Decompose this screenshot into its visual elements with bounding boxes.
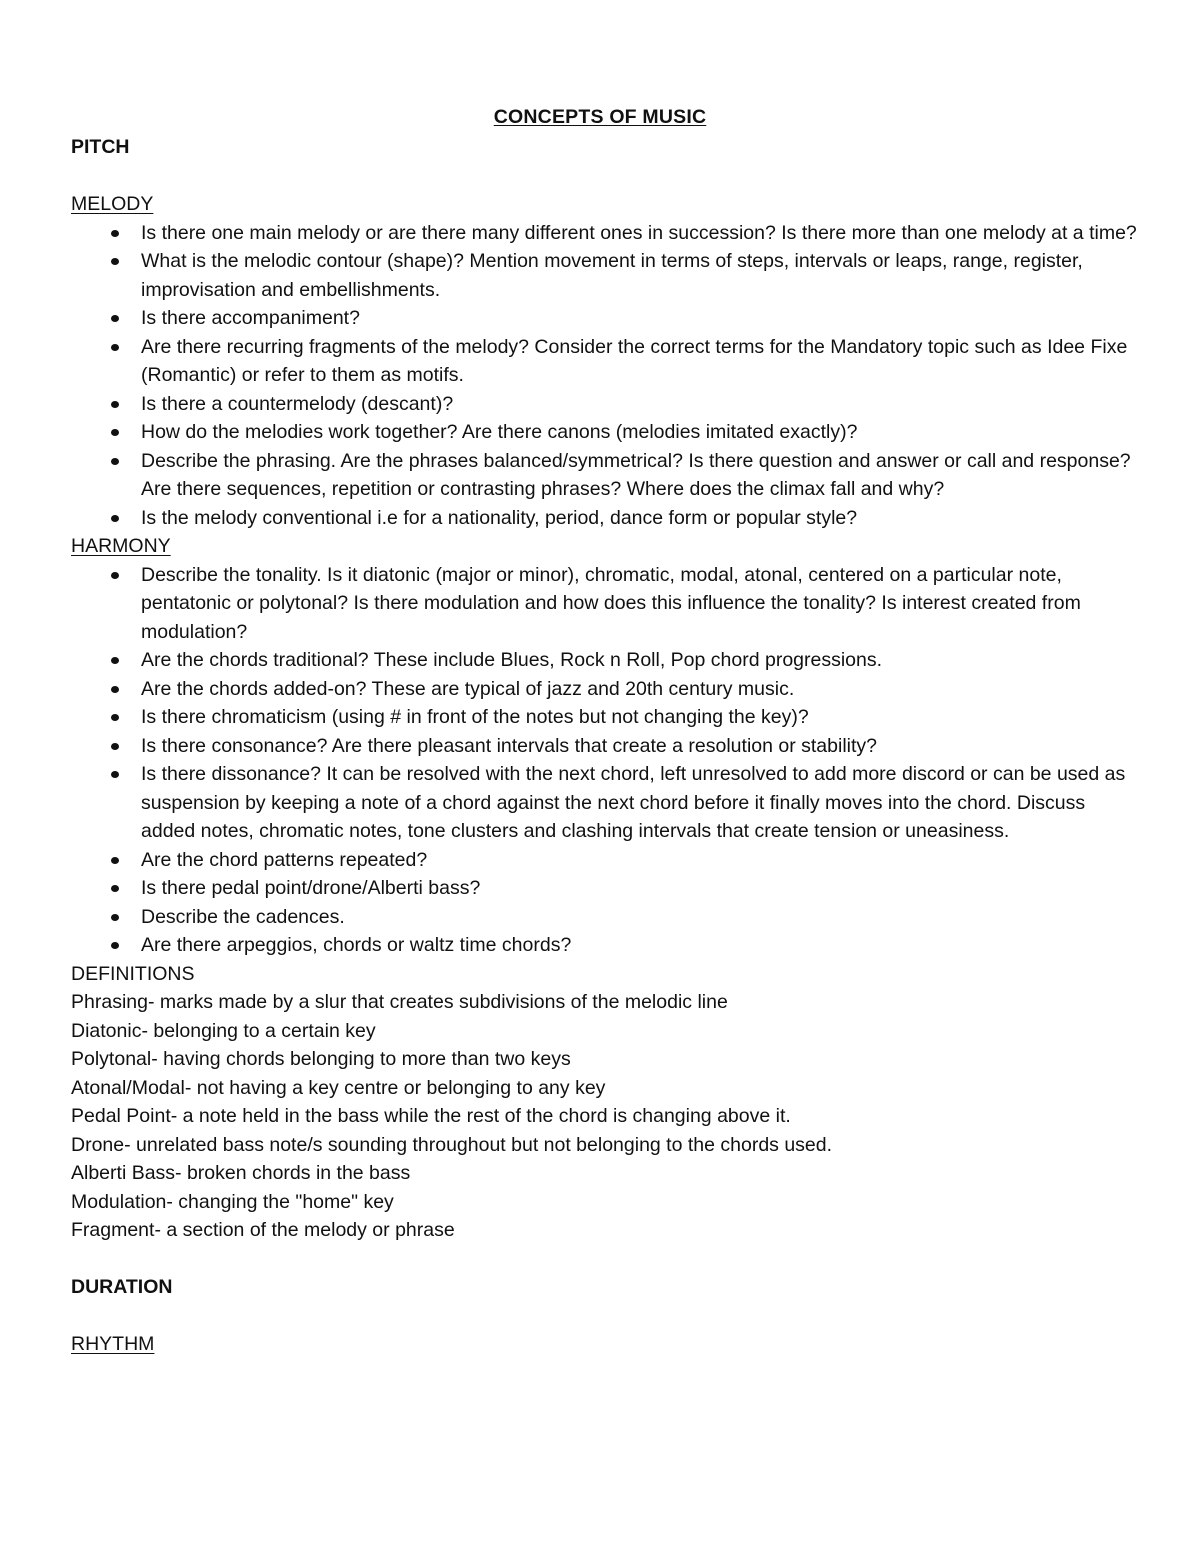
list-item-text: Describe the tonality. Is it diatonic (major or minor), chromatic, modal, atonal, centered on a particular note, pentatonic or polytonal? Is there modulation and how does this influence the tonality? Is interest created from modulation?: [141, 563, 1081, 643]
list-item-text: Is there consonance? Are there pleasant intervals that create a resolution or stability?: [141, 734, 878, 757]
list-item: [71, 390, 1141, 419]
definition-item: Drone- unrelated bass note/s sounding throughout but not belonging to the chords used.: [71, 1133, 833, 1156]
bullet-icon: [111, 515, 119, 522]
spacer: [71, 162, 1141, 191]
document-body: [71, 133, 1141, 1359]
list-item-text: Are the chords added-on? These are typical of jazz and 20th century music.: [141, 677, 795, 700]
list-item-text: How do the melodies work together? Are there canons (melodies imitated exactly)?: [141, 421, 858, 443]
bullet-icon: [111, 714, 119, 721]
bullet-icon: [111, 914, 119, 921]
rhythm-heading: RHYTHM: [71, 1333, 155, 1355]
list-item: [71, 418, 1141, 447]
list-item-text: Describe the phrasing. Are the phrases balanced/symmetrical? Is there question and answer or call and response? Are there sequences, repetition or contrasting phrases? Where does the climax fall and why?: [141, 449, 1131, 500]
list-item-text: Is there a countermelody (descant)?: [141, 392, 454, 415]
list-item: [71, 447, 1141, 504]
pitch-heading: PITCH: [71, 136, 130, 158]
melody-heading: MELODY: [71, 193, 154, 215]
list-item: [71, 675, 1141, 704]
list-item-text: Are the chord patterns repeated?: [141, 848, 428, 871]
list-item-text: Are the chords traditional? These include Blues, Rock n Roll, Pop chord progressions.: [141, 649, 883, 671]
document-title: CONCEPTS OF MUSIC: [493, 106, 707, 128]
list-item-text: Are there arpeggios, chords or waltz time chords?: [141, 934, 572, 956]
list-item: [71, 219, 1141, 248]
bullet-icon: [111, 344, 119, 351]
harmony-list: [71, 561, 1141, 960]
list-item: [71, 504, 1141, 533]
definition-item: Alberti Bass- broken chords in the bass: [71, 1162, 411, 1184]
list-item: [71, 732, 1141, 761]
list-item-text: What is the melodic contour (shape)? Mention movement in terms of steps, intervals or leaps, range, register, improvisation and embellishments.: [141, 250, 1083, 301]
bullet-icon: [111, 401, 119, 408]
list-item: [71, 333, 1141, 390]
definitions-list: [71, 988, 1141, 1245]
bullet-icon: [111, 942, 119, 949]
list-item: [71, 561, 1141, 647]
list-item-text: Is there accompaniment?: [141, 307, 360, 329]
definition-item: Phrasing- marks made by a slur that creates subdivisions of the melodic line: [71, 991, 728, 1013]
definition-item: Polytonal- having chords belonging to more than two keys: [71, 1048, 571, 1070]
list-item: [71, 247, 1141, 304]
list-item-text: Is the melody conventional i.e for a nationality, period, dance form or popular style?: [141, 506, 858, 529]
bullet-icon: [111, 686, 119, 693]
list-item: [71, 646, 1141, 675]
definition-item: Fragment- a section of the melody or phrase: [71, 1219, 455, 1241]
list-item-text: Describe the cadences.: [141, 905, 345, 928]
bullet-icon: [111, 885, 119, 892]
list-item-text: Is there dissonance? It can be resolved with the next chord, left unresolved to add more discord or can be used as suspension by keeping a note of a chord against the next chord before it finally moves into the chord. Discuss added notes, chromatic notes, tone clusters and clashing intervals that create tension or uneasiness.: [141, 763, 1126, 842]
bullet-icon: [111, 315, 119, 322]
list-item: [71, 304, 1141, 333]
harmony-heading: HARMONY: [71, 535, 171, 557]
bullet-icon: [111, 743, 119, 750]
list-item: [71, 760, 1141, 846]
definition-item: Diatonic- belonging to a certain key: [71, 1019, 376, 1042]
list-item: [71, 874, 1141, 903]
definition-item: Pedal Point- a note held in the bass while the rest of the chord is changing above it.: [71, 1105, 791, 1127]
list-item-text: Are there recurring fragments of the melody? Consider the correct terms for the Mandatory topic such as Idee Fixe (Romantic) or refer to them as motifs.: [141, 335, 1128, 386]
list-item: [71, 931, 1141, 960]
bullet-icon: [111, 657, 119, 664]
bullet-icon: [111, 572, 119, 579]
list-item-text: Is there chromaticism (using # in front of the notes but not changing the key)?: [141, 706, 809, 728]
bullet-icon: [111, 771, 119, 778]
list-item: [71, 903, 1141, 932]
spacer: [71, 1245, 1141, 1274]
duration-heading: DURATION: [71, 1276, 173, 1298]
list-item-text: Is there one main melody or are there many different ones in succession? Is there more than one melody at a time?: [141, 221, 1137, 244]
list-item: [71, 846, 1141, 875]
definition-item: Atonal/Modal- not having a key centre or belonging to any key: [71, 1076, 606, 1099]
definition-item: Modulation- changing the "home" key: [71, 1190, 394, 1213]
bullet-icon: [111, 258, 119, 265]
definitions-heading: DEFINITIONS: [71, 962, 195, 985]
list-item: [71, 703, 1141, 732]
bullet-icon: [111, 230, 119, 237]
bullet-icon: [111, 857, 119, 864]
spacer: [71, 1302, 1141, 1331]
bullet-icon: [111, 429, 119, 436]
bullet-icon: [111, 458, 119, 465]
melody-list: [71, 219, 1141, 533]
list-item-text: Is there pedal point/drone/Alberti bass?: [141, 877, 481, 899]
